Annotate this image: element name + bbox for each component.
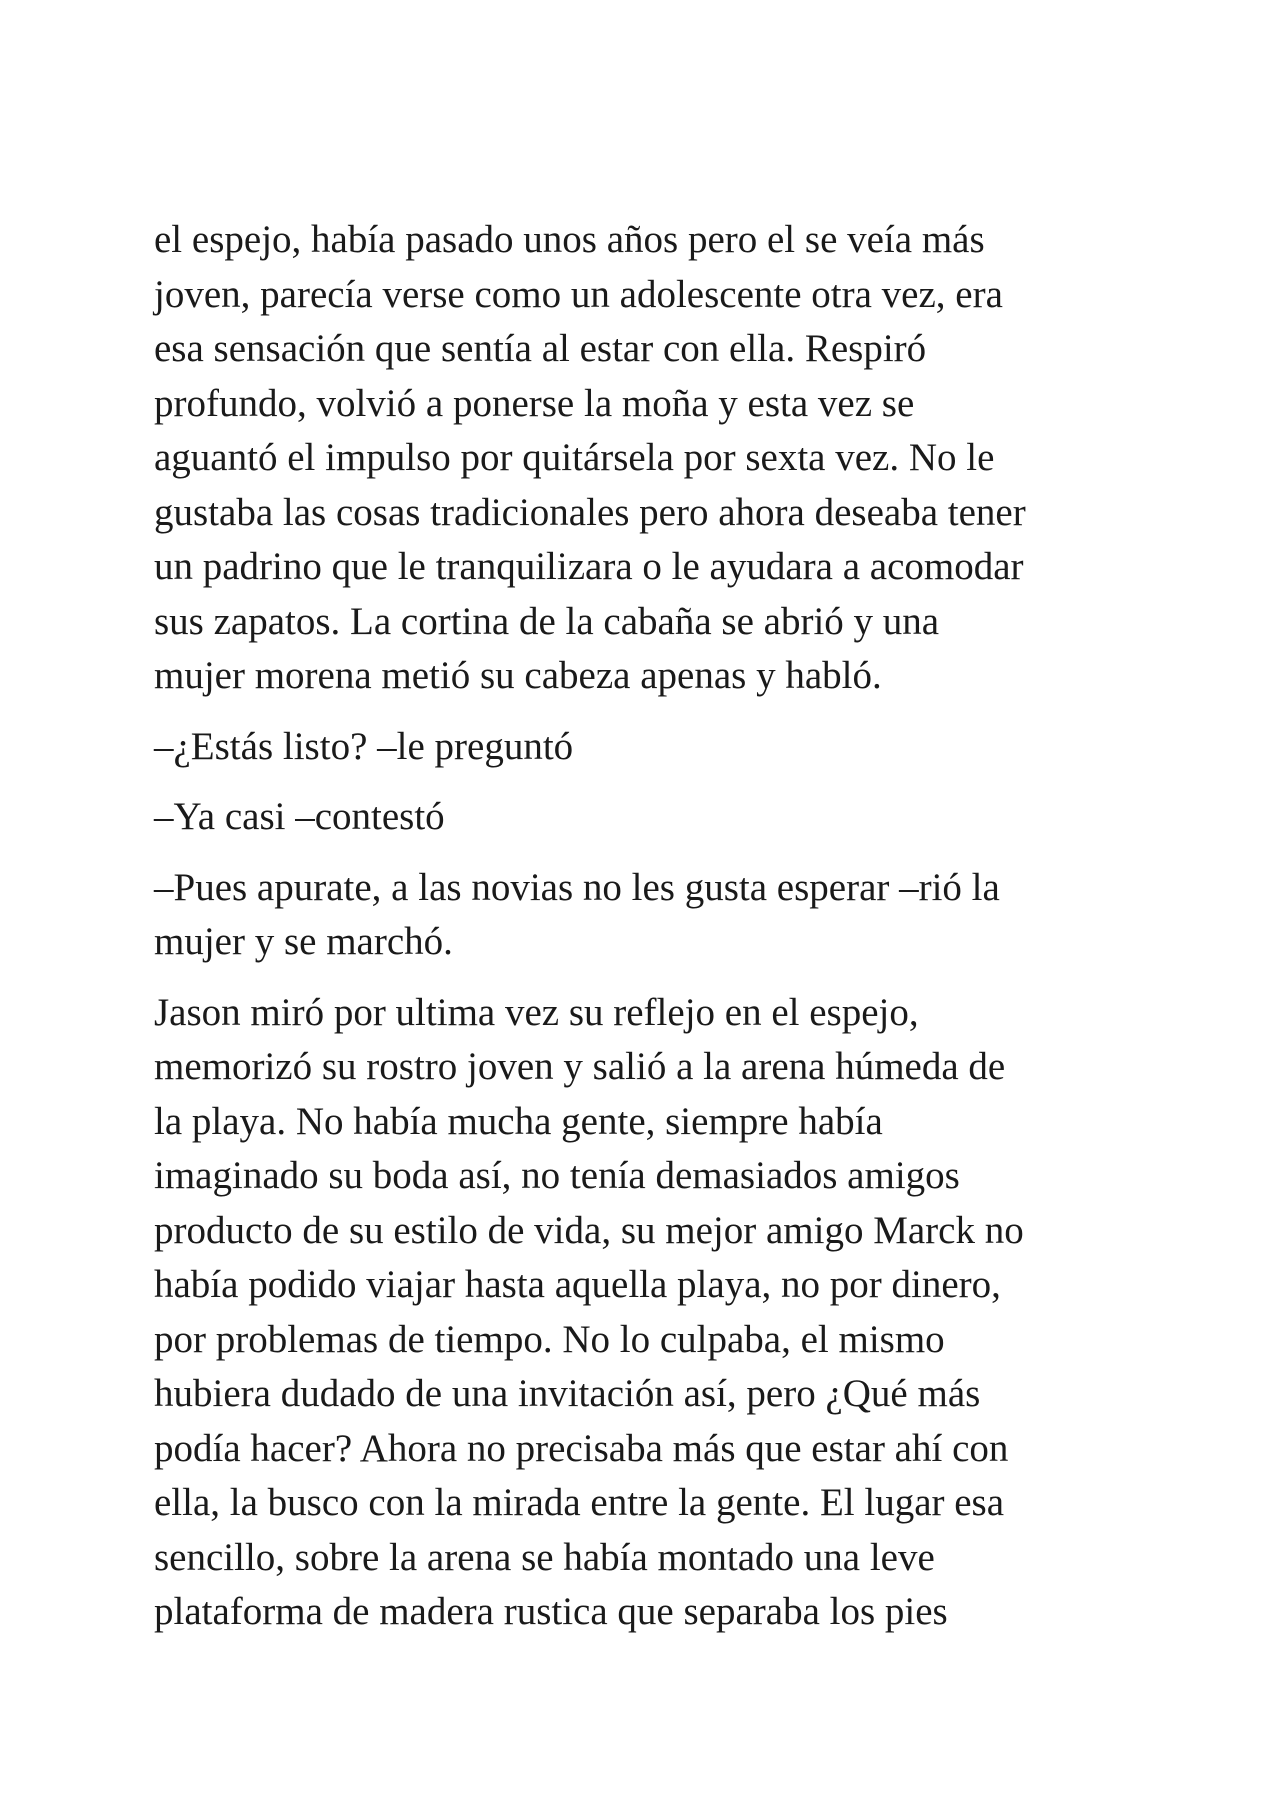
paragraph-2-dialogue: [154, 720, 1134, 775]
text-line: mujer morena metió su cabeza apenas y habló.: [154, 654, 882, 697]
text-line: imaginado su boda así, no tenía demasiados amigos: [154, 1154, 960, 1197]
text-line: aguantó el impulso por quitársela por sexta vez. No le: [154, 436, 995, 479]
text-line: –Ya casi –contestó: [154, 795, 445, 838]
paragraph-1: [154, 213, 1134, 704]
text-line: el espejo, había pasado unos años pero el se veía más: [154, 218, 985, 261]
text-line: sus zapatos. La cortina de la cabaña se abrió y una: [154, 599, 940, 643]
page-text: [154, 213, 1134, 1656]
text-line: gustaba las cosas tradicionales pero ahora deseaba tener: [154, 490, 1026, 534]
text-line: mujer y se marchó.: [154, 920, 453, 963]
text-line: sencillo, sobre la arena se había montado una leve: [154, 1535, 935, 1579]
text-line: plataforma de madera rustica que separaba los pies: [154, 1590, 948, 1633]
paragraph-5: [154, 986, 1134, 1640]
text-line: por problemas de tiempo. No lo culpaba, el mismo: [154, 1317, 945, 1361]
text-line: la playa. No había mucha gente, siempre había: [154, 1099, 883, 1143]
text-line: –¿Estás listo? –le preguntó: [154, 724, 574, 768]
text-line: profundo, volvió a ponerse la moña y esta vez se: [154, 381, 915, 425]
text-line: hubiera dudado de una invitación así, pero ¿Qué más: [154, 1372, 981, 1415]
text-line: memorizó su rostro joven y salió a la arena húmeda de: [154, 1045, 1006, 1088]
text-line: había podido viajar hasta aquella playa, no por dinero,: [154, 1263, 1001, 1306]
paragraph-3-dialogue: [154, 790, 1134, 845]
text-line: producto de su estilo de vida, su mejor amigo Marck no: [154, 1208, 1024, 1252]
text-line: Jason miró por ultima vez su reflejo en el espejo,: [154, 990, 919, 1034]
text-line: esa sensación que sentía al estar con ella. Respiró: [154, 327, 927, 370]
text-line: podía hacer? Ahora no precisaba más que estar ahí con: [154, 1426, 1009, 1470]
text-line: un padrino que le tranquilizara o le ayudara a acomodar: [154, 545, 1024, 588]
text-line: ella, la busco con la mirada entre la gente. El lugar esa: [154, 1481, 1005, 1524]
paragraph-4-dialogue: [154, 861, 1134, 970]
text-line: –Pues apurate, a las novias no les gusta esperar –rió la: [154, 865, 1000, 909]
text-line: joven, parecía verse como un adolescente otra vez, era: [154, 272, 1003, 316]
